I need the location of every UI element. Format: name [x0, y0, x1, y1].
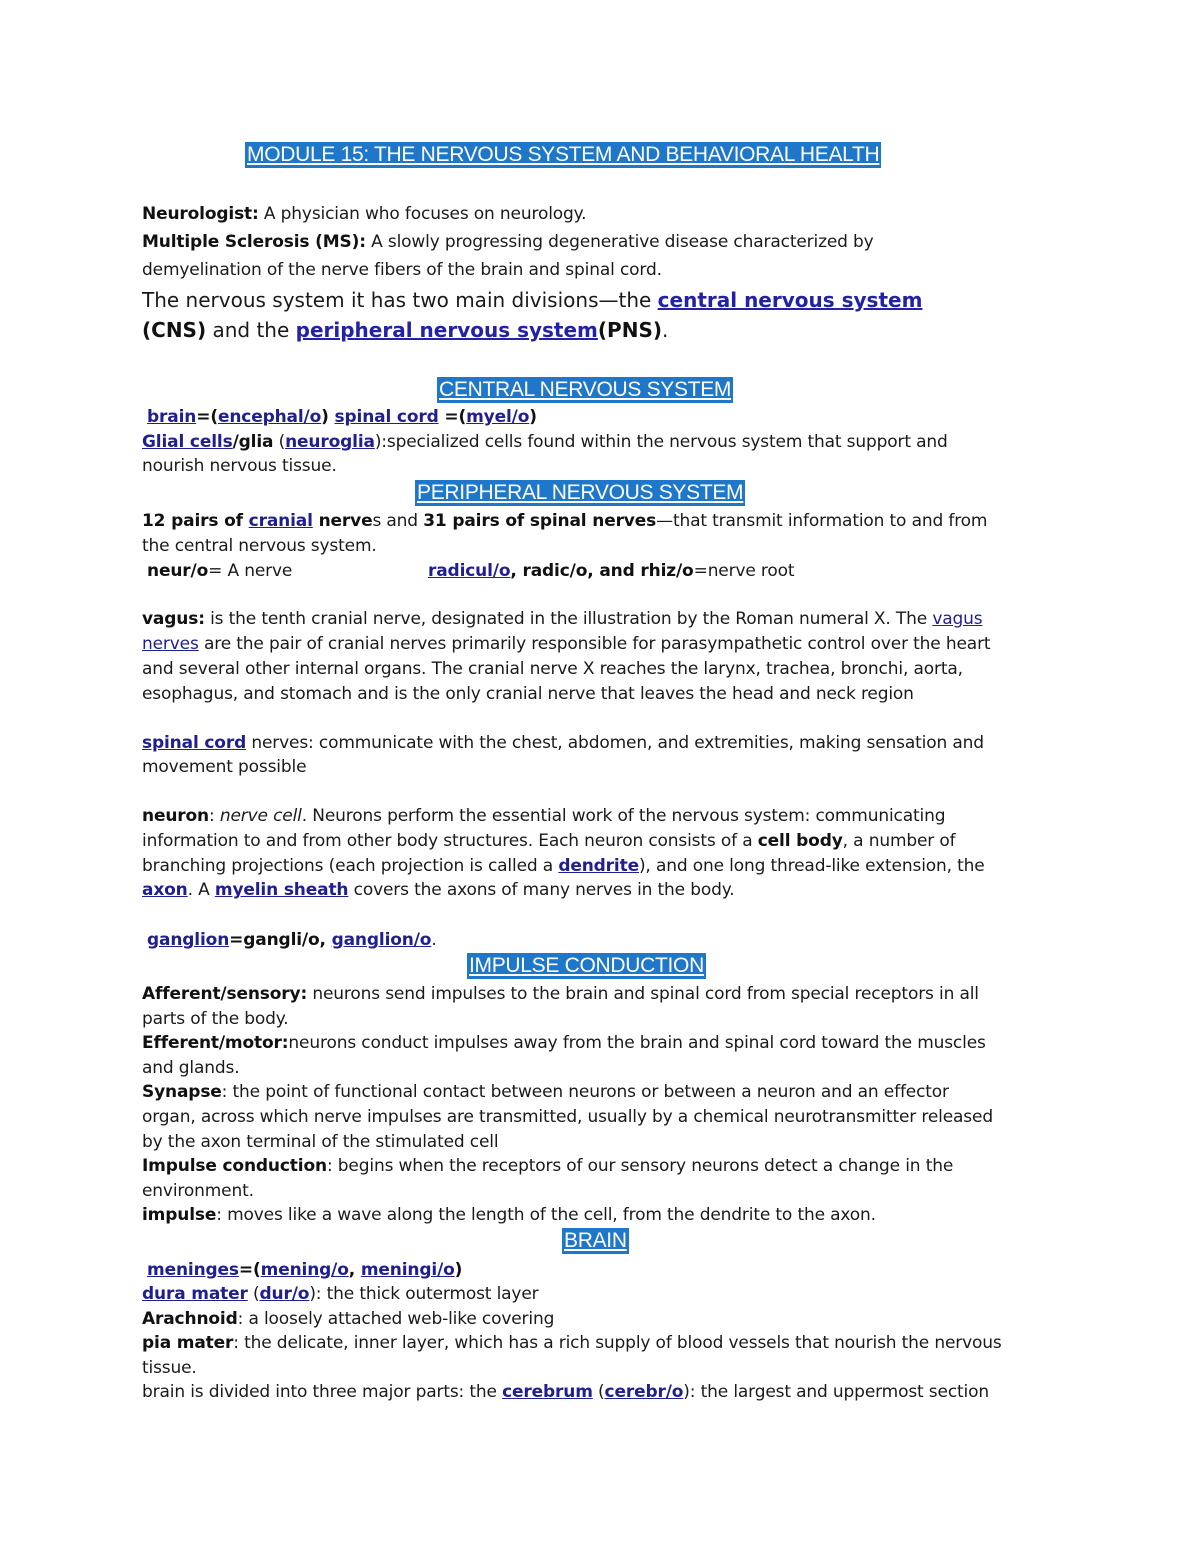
text: , [348, 1260, 361, 1280]
term: Impulse conduction [142, 1156, 327, 1176]
radicul-link[interactable]: radicul/o [428, 561, 511, 581]
term: vagus: [142, 609, 205, 629]
text: ( [592, 1382, 605, 1402]
ganglion-o-link[interactable]: ganglion/o [331, 930, 432, 950]
section-heading-impulse: IMPULSE CONDUCTION [469, 954, 704, 977]
text: nerve cell [219, 806, 302, 826]
text: nerves: communicate with the chest, abdomen, and extremities, making sensation and [246, 733, 984, 753]
vagus-line-2 [142, 633, 990, 655]
peripheral-nervous-system-link[interactable]: peripheral nervous system [295, 318, 598, 342]
neuron-line-2 [142, 830, 956, 852]
neuroglia-link[interactable]: neuroglia [285, 432, 375, 452]
text: brain is divided into three major parts: the [142, 1382, 503, 1402]
cns-line-3 [142, 455, 337, 477]
definition: A slowly progressing degenerative disease characterized by [365, 232, 874, 252]
text: . [431, 930, 437, 950]
section-heading-brain: BRAIN [564, 1229, 627, 1252]
synapse-line-3 [142, 1131, 498, 1153]
text: ) [321, 407, 335, 427]
text: =( [438, 407, 467, 427]
divisions-line-1 [142, 286, 922, 314]
term: neuron [142, 806, 210, 826]
term: pia mater [142, 1333, 234, 1353]
text: branching projections (each projection is called a [142, 856, 559, 876]
spinal-cord-link[interactable]: spinal cord [334, 407, 439, 427]
pns-line-2 [142, 535, 377, 557]
text: ): the thick outermost layer [309, 1284, 539, 1304]
neuron-line-4 [142, 879, 735, 901]
cranial-link[interactable]: cranial [248, 511, 313, 531]
impulse-conduction-line-1 [142, 1155, 953, 1177]
text: 12 pairs of [142, 511, 249, 531]
pia-line-1 [142, 1332, 1002, 1354]
text: =( [238, 1260, 261, 1280]
dur-link[interactable]: dur/o [259, 1284, 310, 1304]
text: . A [187, 880, 215, 900]
text: ( [247, 1284, 260, 1304]
dura-mater-link[interactable]: dura mater [142, 1284, 248, 1304]
term: Neurologist: [142, 204, 259, 224]
text: : begins when the receptors of our sensory neurons detect a change in the [326, 1156, 954, 1176]
meningi-link[interactable]: meningi/o [360, 1260, 455, 1280]
text: are the pair of cranial nerves primarily responsible for parasympathetic control over the heart [198, 634, 991, 654]
text: ):specialized cells found within the nervous system that support and [374, 432, 948, 452]
neuron-line-3 [142, 855, 985, 877]
afferent-line-1 [142, 983, 979, 1005]
text: ) [529, 407, 537, 427]
vagus-nerves-link[interactable]: vagus [932, 609, 983, 629]
synapse-line-2 [142, 1106, 993, 1128]
central-nervous-system-link[interactable]: central nervous system [657, 288, 923, 312]
cns-line-1 [147, 406, 537, 428]
dendrite-link[interactable]: dendrite [558, 856, 639, 876]
text: —that transmit information to and from [656, 511, 988, 531]
vagus-nerves-link-2[interactable]: nerves [142, 634, 199, 654]
text: organ, across which nerve impulses are transmitted, usually by a chemical neurotransmitter released [142, 1107, 993, 1127]
text: cell body [757, 831, 843, 851]
meninges-link[interactable]: meninges [147, 1260, 239, 1280]
text: 31 pairs of spinal nerves [423, 511, 657, 531]
efferent-line-2 [142, 1057, 240, 1079]
text: movement possible [142, 757, 307, 777]
text: , a number of [842, 831, 956, 851]
text: esophagus, and stomach and is the only cranial nerve that leaves the head and neck region [142, 684, 914, 704]
term: Afferent/sensory: [142, 984, 308, 1004]
brain-link[interactable]: brain [147, 407, 197, 427]
neurologist-line [142, 203, 586, 225]
text: parts of the body. [142, 1009, 289, 1029]
term: Efferent/motor: [142, 1033, 289, 1053]
text: information to and from other body structures. Each neuron consists of a [142, 831, 758, 851]
cns-line-2 [142, 431, 948, 453]
definition: A physician who focuses on neurology. [258, 204, 587, 224]
spinal-line-1 [142, 732, 984, 754]
vagus-line-3 [142, 658, 963, 680]
text: : [209, 806, 220, 826]
text: : a loosely attached web-like covering [237, 1309, 555, 1329]
page-title: MODULE 15: THE NERVOUS SYSTEM AND BEHAVIORAL HEALTH [247, 143, 880, 166]
pns-line-3b [428, 560, 794, 582]
text: environment. [142, 1181, 254, 1201]
text: neurons conduct impulses away from the brain and spinal cord toward the muscles [288, 1033, 986, 1053]
afferent-line-2 [142, 1008, 289, 1030]
brain-division-line [142, 1381, 989, 1403]
text: and glands. [142, 1058, 240, 1078]
text: the central nervous system. [142, 536, 377, 556]
section-heading-cns: CENTRAL NERVOUS SYSTEM [439, 378, 732, 401]
ganglion-link[interactable]: ganglion [147, 930, 230, 950]
synapse-line-1 [142, 1081, 949, 1103]
spinal-cord-link-2[interactable]: spinal cord [142, 733, 247, 753]
ms-line [142, 231, 874, 253]
divisions-line-2 [142, 316, 668, 344]
encephal-link[interactable]: encephal/o [217, 407, 322, 427]
text: tissue. [142, 1358, 197, 1378]
term: impulse [142, 1205, 217, 1225]
term: Arachnoid [142, 1309, 238, 1329]
ganglion-line [147, 929, 437, 951]
pns-line-3 [147, 560, 292, 582]
cerebrum-link[interactable]: cerebrum [502, 1382, 593, 1402]
text: covers the axons of many nerves in the body. [348, 880, 735, 900]
text: /glia [232, 432, 274, 452]
dura-line [142, 1283, 538, 1305]
text: neur/o [147, 561, 209, 581]
text: ), and one long thread-like extension, the [638, 856, 985, 876]
text: : moves like a wave along the length of the cell, from the dendrite to the axon. [216, 1205, 876, 1225]
pia-line-2 [142, 1357, 197, 1379]
text: is the tenth cranial nerve, designated in the illustration by the Roman numeral X. The [204, 609, 933, 629]
mening-link[interactable]: mening/o [260, 1260, 349, 1280]
myelin-sheath-link[interactable]: myelin sheath [214, 880, 349, 900]
term: Multiple Sclerosis (MS): [142, 232, 366, 252]
axon-link[interactable]: axon [142, 880, 188, 900]
meninges-line [147, 1259, 462, 1281]
spinal-line-2 [142, 756, 306, 778]
term: Synapse [142, 1082, 222, 1102]
definition: demyelination of the nerve fibers of the brain and spinal cord. [142, 260, 662, 280]
cns-abbrev: (CNS) [142, 318, 207, 342]
text: =gangli/o, [229, 930, 332, 950]
text: and the [206, 318, 296, 342]
cerebr-link[interactable]: cerebr/o [604, 1382, 684, 1402]
text: : the delicate, inner layer, which has a rich supply of blood vessels that nourish the nervous [233, 1333, 1002, 1353]
text: . [662, 318, 669, 342]
impulse-line [142, 1204, 876, 1226]
myel-link[interactable]: myel/o [466, 407, 530, 427]
text: ): the largest and uppermost section [683, 1382, 989, 1402]
efferent-line-1 [142, 1032, 986, 1054]
text: s and [372, 511, 424, 531]
impulse-conduction-line-2 [142, 1180, 254, 1202]
text: =( [196, 407, 218, 427]
text: neurons send impulses to the brain and spinal cord from special receptors in all [307, 984, 979, 1004]
text: : the point of functional contact between neurons or between a neuron and an effector [221, 1082, 949, 1102]
text: . Neurons perform the essential work of the nervous system: communicating [301, 806, 946, 826]
text: and several other internal organs. The cranial nerve X reaches the larynx, trachea, bronchi, aorta, [142, 659, 963, 679]
text: by the axon terminal of the stimulated cell [142, 1132, 499, 1152]
text: , radic/o, and rhiz/o [510, 561, 694, 581]
pns-line-1 [142, 510, 987, 532]
text: nerve [312, 511, 373, 531]
vagus-line-4 [142, 683, 914, 705]
text: ( [273, 432, 286, 452]
text: ) [454, 1260, 463, 1280]
neuron-line-1 [142, 805, 945, 827]
glial-cells-link[interactable]: Glial cells [142, 432, 233, 452]
arachnoid-line [142, 1308, 554, 1330]
vagus-line-1 [142, 608, 983, 630]
ms-line-2 [142, 259, 662, 281]
text: =nerve root [693, 561, 795, 581]
text: The nervous system it has two main divisions—the [142, 288, 658, 312]
pns-abbrev: (PNS) [597, 318, 662, 342]
text: nourish nervous tissue. [142, 456, 337, 476]
section-heading-pns: PERIPHERAL NERVOUS SYSTEM [417, 481, 744, 504]
text: = A nerve [208, 561, 293, 581]
